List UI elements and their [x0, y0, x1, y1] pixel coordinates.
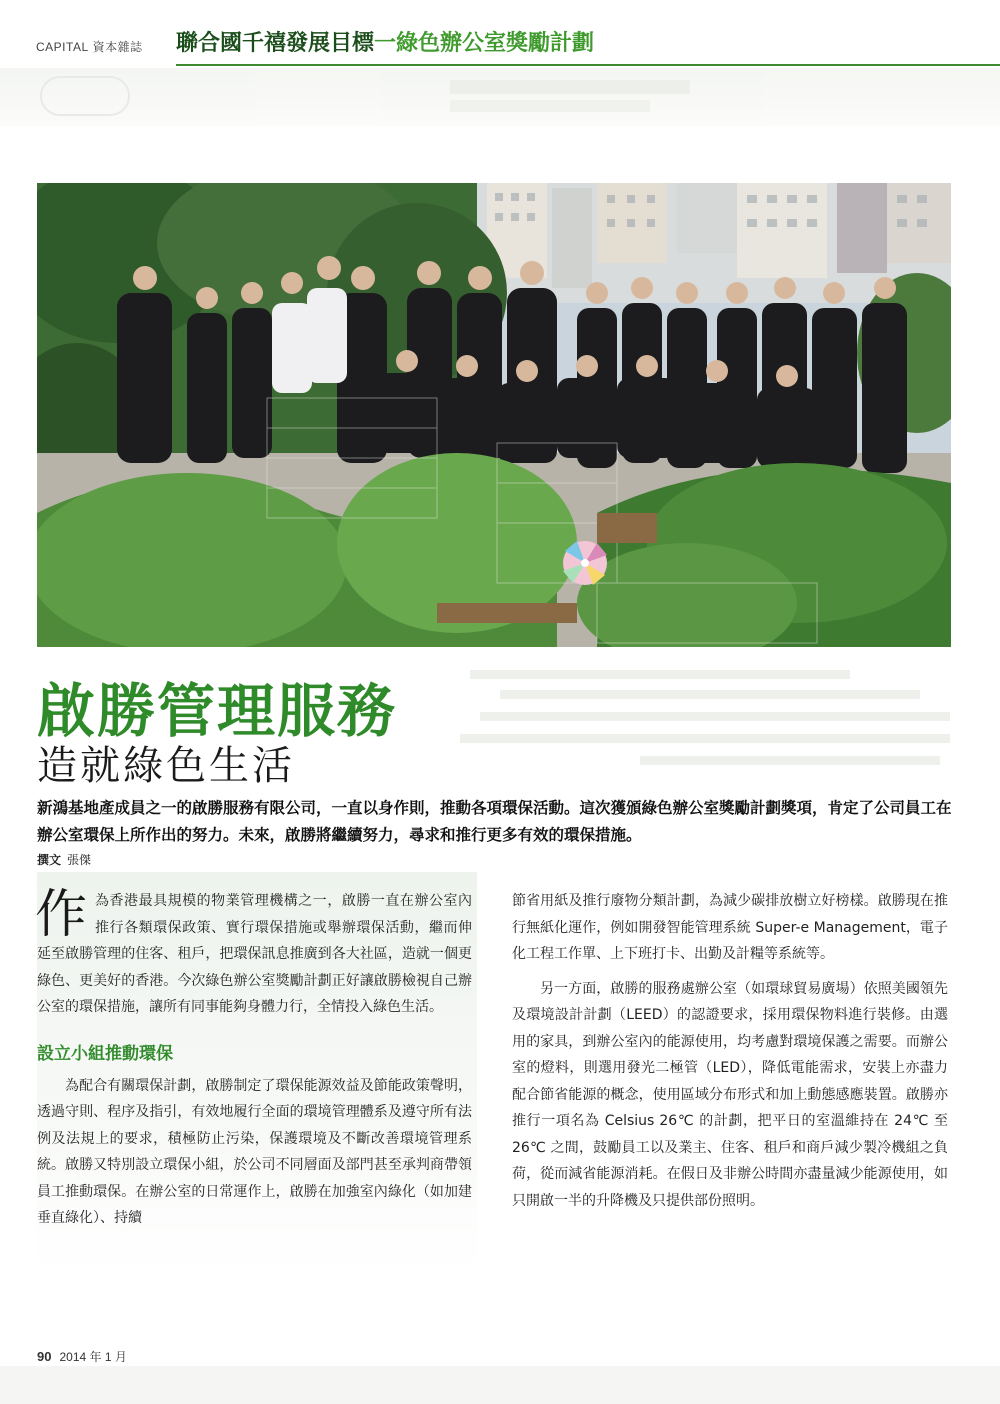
article-column-right — [512, 888, 948, 1214]
byline-author: 張傑 — [67, 853, 92, 867]
byline-label: 撰文 — [37, 853, 62, 867]
page-header — [0, 22, 1000, 68]
article-lead: 新鴻基地產成員之一的啟勝服務有限公司，一直以身作則，推動各項環保活動。這次獲頒綠色辦公室獎勵計劃獎項，肯定了公司員工在辦公室環保上所作出的努力。未來，啟勝將繼續努力，尋求和推行更多有效的環保措施。 — [37, 799, 952, 844]
article-subheadline: 造就綠色生活 — [37, 743, 295, 789]
article-headline: 啟勝管理服務 — [37, 677, 398, 745]
show-through-band — [0, 68, 1000, 126]
header-rule — [176, 64, 1000, 66]
article-column-left — [35, 885, 472, 1232]
intro-paragraph — [35, 885, 472, 1021]
page-number: 90 — [37, 1349, 52, 1364]
brand-zh: 資本雜誌 — [92, 40, 143, 54]
right-paragraph-2: 另一方面，啟勝的服務處辦公室（如環球貿易廣場）依照美國領先及環境設計計劃（LEED）的認證要求，採用環保物料進行裝修。由選用的家具，到辦公室內的能源使用，均考慮對環境保護之需要。而辦公室的燈料，則選用發光二極管（LED），降低電能需求，安裝上亦盡力配合節省能源的概念，使用區域分布形式和加上動態感應裝置。啟勝亦推行一項名為 Celsius 26℃ 的計劃，把平日的室溫維持在 24℃ 至 26℃ 之間，鼓勵員工以及業主、住客、租戶和商戶減少製冷機組之負荷，從而減省能源消耗。在假日及非辦公時間亦盡量減少能源使用，如只開啟一半的升降機及只提供部份照明。 — [512, 980, 948, 1209]
byline — [37, 851, 91, 868]
footer-band — [0, 1366, 1000, 1404]
group-photo — [37, 183, 951, 647]
page-footer — [37, 1348, 127, 1365]
show-through-text — [440, 660, 960, 790]
section-paragraph: 為配合有關環保計劃，啟勝制定了環保能源效益及節能政策聲明，透過守則、程序及指引，有效地履行全面的環境管理體系及遵守所有法例及法規上的要求，積極防止污染，保護環境及不斷改善環境管理系統。啟勝又特別設立環保小組，於公司不同層面及部門甚至承判商帶領員工推動環保。在辦公室的日常運作上，啟勝在加強室內綠化（如加建垂直綠化）、持續 — [37, 1077, 472, 1226]
issue-date: 2014 年 1 月 — [59, 1350, 127, 1364]
brand-en: CAPITAL — [36, 40, 89, 54]
dropcap: 作 — [35, 885, 88, 945]
right-paragraph-1: 節省用紙及推行廢物分類計劃，為減少碳排放樹立好榜樣。啟勝現在推行無紙化運作，例如開發智能管理系統 Super-e Management，電子化工程工作單、上下班打卡、出勤及計糧等系統等。 — [512, 893, 948, 962]
magazine-brand — [36, 38, 143, 55]
intro-paragraph-text: 為香港最具規模的物業管理機構之一，啟勝一直在辦公室內推行各類環保政策、實行環保措施或舉辦環保活動，繼而伸延至啟勝管理的住客、租戶，把環保訊息推廣到各大社區，造就一個更綠色、更美好的香港。今次綠色辦公室獎勵計劃正好讓啟勝檢視自己辦公室的環保措施，讓所有同事能夠身體力行，全情投入綠色生活。 — [37, 893, 472, 1015]
section-title-accent: 一綠色辦公室獎勵計劃 — [374, 31, 595, 56]
section-title-main: 聯合國千禧發展目標 — [176, 31, 375, 56]
section-heading: 設立小組推動環保 — [37, 1043, 173, 1064]
section-title — [176, 26, 594, 57]
